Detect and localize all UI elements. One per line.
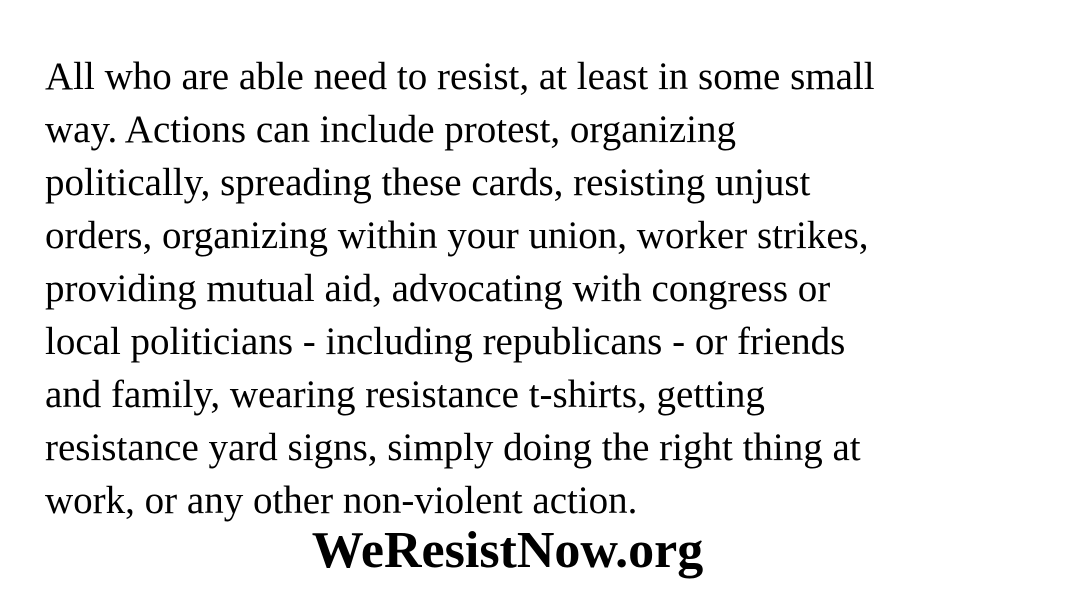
body-line-4: orders, organizing within your union, worker strikes,: [45, 214, 869, 257]
body-line-7: and family, wearing resistance t-shirts, getting: [45, 373, 765, 416]
body-line-9: work, or any other non-violent action.: [45, 479, 638, 522]
body-line-3: politically, spreading these cards, resisting unjust: [45, 161, 811, 204]
body-line-1: All who are able need to resist, at least in some small: [45, 55, 875, 98]
footer: [0, 521, 1068, 581]
body-line-5: providing mutual aid, advocating with congress or: [45, 267, 831, 310]
body-line-6: local politicians - including republicans - or friends: [45, 320, 846, 363]
body-line-8: resistance yard signs, simply doing the right thing at: [45, 426, 861, 469]
website-name: WeResistNow.org: [311, 522, 704, 579]
body-line-2: way. Actions can include protest, organizing: [45, 108, 736, 151]
